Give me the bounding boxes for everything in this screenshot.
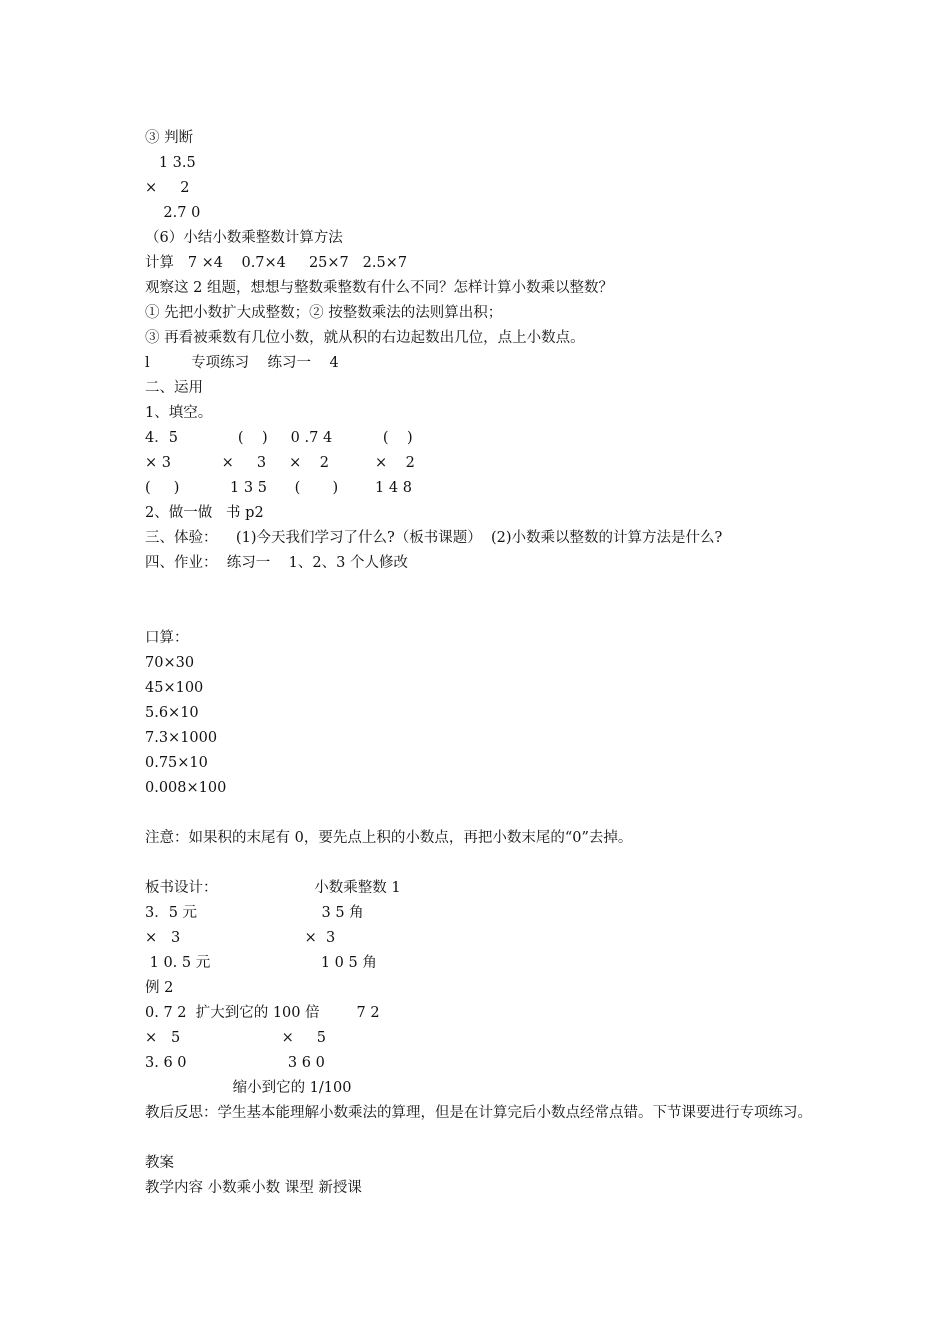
text-line: 2.7 0 xyxy=(145,205,201,221)
text-line: 1 3.5 xyxy=(145,155,196,171)
text-line: 5.6×10 xyxy=(145,705,199,721)
text-line: × 2 xyxy=(145,180,190,196)
blank-line xyxy=(145,1126,825,1151)
text-line: 1 0. 5 元 1 0 5 角 xyxy=(145,955,377,971)
blank-line xyxy=(145,601,825,626)
text-line: 教案 xyxy=(145,1155,174,1171)
text-line: 计算 7 ×4 0.7×4 25×7 2.5×7 xyxy=(145,255,408,271)
text-line: 缩小到它的 1/100 xyxy=(145,1080,352,1096)
text-line: 7.3×1000 xyxy=(145,730,218,746)
text-line: 板书设计： 小数乘整数 1 xyxy=(145,880,401,896)
text-line: 3. 6 0 3 6 0 xyxy=(145,1055,325,1071)
text-line: × 3 × 3 × 2 × 2 xyxy=(145,455,415,471)
blank-line xyxy=(145,801,825,826)
text-line: 0. 7 2 扩大到它的 100 倍 7 2 xyxy=(145,1005,380,1021)
document-body xyxy=(145,126,825,1201)
text-line: 注意：如果积的末尾有 0，要先点上积的小数点，再把小数末尾的“0”去掉。 xyxy=(145,830,633,846)
text-line: （6）小结小数乘整数计算方法 xyxy=(145,230,343,246)
text-line: 口算： xyxy=(145,630,189,646)
text-line: 0.008×100 xyxy=(145,780,227,796)
blank-line xyxy=(145,576,825,601)
blank-line xyxy=(145,851,825,876)
text-line: 4．5 ( ) 0 .7 4 ( ) xyxy=(145,430,413,446)
text-line: 2、做一做 书 p2 xyxy=(145,505,264,521)
text-line: × 5 × 5 xyxy=(145,1030,327,1046)
text-line: 观察这 2 组题，想想与整数乘整数有什么不同？怎样计算小数乘以整数？ xyxy=(145,280,613,296)
text-line: ③ 判断 xyxy=(145,130,194,146)
text-line: ① 先把小数扩大成整数；② 按整数乘法的法则算出积； xyxy=(145,305,503,321)
text-paragraph: 教后反思：学生基本能理解小数乘法的算理，但是在计算完后小数点经常点错。下节课要进行专项练习。 xyxy=(145,1105,812,1121)
section-heading: 三、体验： (1)今天我们学习了什么?（板书课题） (2)小数乘以整数的计算方法是什么? xyxy=(145,530,723,546)
text-line: 例 2 xyxy=(145,980,174,996)
text-line: 3．5 元 3 5 角 xyxy=(145,905,364,921)
section-heading: 二、运用 xyxy=(145,380,203,396)
text-line: ③ 再看被乘数有几位小数，就从积的右边起数出几位，点上小数点。 xyxy=(145,330,585,346)
text-line: 0.75×10 xyxy=(145,755,208,771)
text-line: 70×30 xyxy=(145,655,195,671)
text-line: 45×100 xyxy=(145,680,204,696)
section-heading: 四、作业： 练习一 1、2、3 个人修改 xyxy=(145,555,408,571)
text-line: 1、填空。 xyxy=(145,405,213,421)
text-line: ( ) 1 3 5 ( ) 1 4 8 xyxy=(145,480,412,496)
text-line: 教学内容 小数乘小数 课型 新授课 xyxy=(145,1180,362,1196)
text-line: × 3 × 3 xyxy=(145,930,336,946)
text-line: l 专项练习 练习一 4 xyxy=(145,355,339,371)
